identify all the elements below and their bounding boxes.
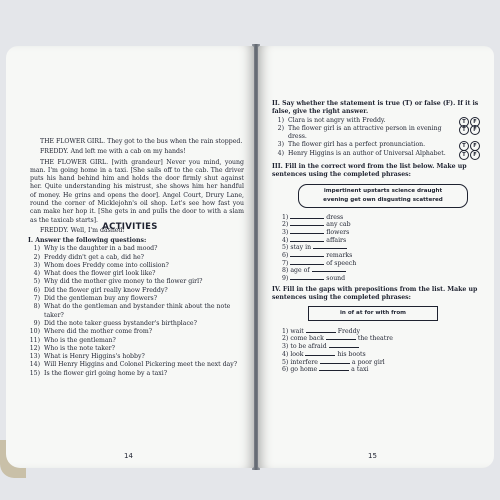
question-text: Did the flower girl really know Freddy? xyxy=(44,286,168,294)
preposition-item xyxy=(282,357,482,365)
blank-line[interactable] xyxy=(290,235,324,242)
blank-line[interactable] xyxy=(313,242,347,249)
fill-item xyxy=(282,273,482,281)
item-before: wait xyxy=(290,327,304,335)
item-before: go home xyxy=(290,366,318,374)
right-content xyxy=(272,100,482,372)
question-number: 9) xyxy=(33,319,40,327)
question-text: What does the flower girl look like? xyxy=(44,270,156,278)
question-number: 13) xyxy=(29,353,40,361)
false-option[interactable]: F xyxy=(470,117,480,127)
question-text: Whom does Freddy come into collision? xyxy=(44,261,169,269)
question-text: Did the note taker guess bystander's birthplace? xyxy=(44,319,197,327)
item-number: 9) xyxy=(282,275,289,283)
question-item xyxy=(28,345,240,353)
blank-line[interactable] xyxy=(320,357,350,364)
statement-item xyxy=(272,150,482,158)
true-option[interactable]: T xyxy=(459,125,469,135)
question-number: 7) xyxy=(33,295,40,303)
blank-line[interactable] xyxy=(290,273,324,280)
question-number: 4) xyxy=(33,270,40,278)
fill-list xyxy=(282,212,482,281)
question-text: Who is the gentleman? xyxy=(44,336,116,344)
preposition-item xyxy=(282,349,482,357)
item-before: age of xyxy=(290,267,310,275)
blank-line[interactable] xyxy=(290,250,324,257)
fill-item xyxy=(282,212,482,220)
fill-item xyxy=(282,219,482,227)
question-number: 10) xyxy=(29,328,40,336)
true-option[interactable]: T xyxy=(459,117,469,127)
statement-text: Clara is not angry with Freddy. xyxy=(288,116,386,124)
section2-title: II. Say whether the statement is true (T) or false (F). If it is false, give the right answer. xyxy=(272,100,479,116)
item-after: any cab xyxy=(326,221,351,229)
question-item xyxy=(28,303,240,320)
item-number: 7) xyxy=(282,259,289,267)
blank-line[interactable] xyxy=(290,219,324,226)
question-number: 2) xyxy=(33,253,40,261)
question-item xyxy=(28,278,240,286)
item-after: of speech xyxy=(326,259,357,267)
fill-item xyxy=(282,250,482,258)
item-number: 3) xyxy=(282,229,289,237)
statement-item xyxy=(272,117,482,125)
false-option[interactable]: F xyxy=(470,125,480,135)
true-option[interactable]: T xyxy=(459,150,469,160)
question-text: Why is the daughter in a bad mood? xyxy=(44,245,158,253)
item-after: dress xyxy=(326,213,344,221)
fill-item xyxy=(282,258,482,266)
section3-title: III. Fill in the correct word from the list below. Make up sentences using the completed phrases: xyxy=(272,163,467,179)
fill-item xyxy=(282,227,482,235)
section-title xyxy=(272,100,482,117)
dialogue-line: THE FLOWER GIRL. [with grandeur] Never you mind, young man. I'm going home in a taxi. [She sails off to the cab. The driver puts his hand behind him and holds the door firmly shut against her. Quite understanding his mistrust, she shows him her handful of money. He grins and opens the door]. Angel Court, Drury Lane, round the corner of Micklejohn's oil shop. Let's see how fast you can make her hop it. [She gets in and pulls the door to with a slam as the taxicab starts]. xyxy=(30,158,244,224)
item-before: come back xyxy=(290,335,324,343)
item-after: the theatre xyxy=(357,335,393,343)
item-after: sound xyxy=(326,275,346,283)
blank-line[interactable] xyxy=(290,212,324,219)
blank-line[interactable] xyxy=(290,227,324,234)
word-cloud-line: evening get own disgusting scattered xyxy=(323,196,443,203)
blank-line[interactable] xyxy=(326,333,356,340)
fill-item xyxy=(282,265,482,273)
question-text: Where did the mother come from? xyxy=(44,328,153,336)
preposition-item xyxy=(282,326,482,334)
question-number: 5) xyxy=(33,278,40,286)
item-number: 1) xyxy=(282,327,289,335)
preposition-item xyxy=(282,333,482,341)
question-item xyxy=(28,270,240,278)
item-number: 2) xyxy=(282,221,289,229)
item-after: a taxi xyxy=(351,366,369,374)
statement-item xyxy=(272,125,482,142)
question-item xyxy=(28,361,240,369)
question-item xyxy=(28,295,240,303)
page-number: 14 xyxy=(124,452,133,460)
question-text: Will Henry Higgins and Colonel Pickering meet the next day? xyxy=(44,361,238,369)
item-number: 5) xyxy=(282,244,289,252)
item-after: Freddy xyxy=(337,327,361,335)
question-number: 15) xyxy=(29,369,40,377)
question-item xyxy=(28,287,240,295)
item-before: stay in xyxy=(290,244,312,252)
item-number: 3) xyxy=(282,343,289,351)
false-option[interactable]: F xyxy=(470,141,480,151)
preposition-box: in of at for with from xyxy=(308,306,438,320)
item-number: 8) xyxy=(282,267,289,275)
question-item xyxy=(28,337,240,345)
true-false-options xyxy=(458,125,480,135)
question-number: 14) xyxy=(29,361,40,369)
question-number: 3) xyxy=(33,261,40,269)
item-number: 2) xyxy=(282,335,289,343)
question-item xyxy=(28,353,240,361)
statement-text: The flower girl has a perfect pronunciation. xyxy=(288,141,426,149)
item-number: 1) xyxy=(282,213,289,221)
question-text: What is Henry Higgins's hobby? xyxy=(44,353,145,361)
dialogue-line: FREDDY. Well, I'm dashed! xyxy=(40,226,125,234)
question-text: What do the gentleman and bystander think about the note taker? xyxy=(44,303,231,319)
true-false-options xyxy=(458,150,480,160)
questions-section xyxy=(28,237,240,378)
section4-title: IV. Fill in the gaps with prepositions from the list. Make up sentences using the completed phrases: xyxy=(272,285,478,302)
question-item xyxy=(28,370,240,378)
dialogue-line: FREDDY. And left me with a cab on my hands! xyxy=(40,148,186,156)
question-number: 12) xyxy=(29,344,40,352)
section-title: I. Answer the following questions: xyxy=(28,237,147,244)
item-number: 4) xyxy=(282,236,289,244)
statement-number: 2) xyxy=(277,124,284,132)
statement-text: Henry Higgins is an author of Universal Alphabet. xyxy=(288,149,446,157)
item-before: interfere xyxy=(290,358,318,366)
question-number: 6) xyxy=(33,286,40,294)
item-after: flowers xyxy=(326,229,350,237)
page-number: 15 xyxy=(368,452,377,460)
question-text: Why did the mother give money to the flower girl? xyxy=(44,278,203,286)
blank-line[interactable] xyxy=(319,364,349,371)
statement-number: 3) xyxy=(277,141,284,149)
activities-heading: ACTIVITIES xyxy=(102,222,158,232)
question-item xyxy=(28,245,240,253)
blank-line[interactable] xyxy=(306,326,336,333)
question-text: Did the gentleman buy any flowers? xyxy=(44,295,158,303)
fill-item xyxy=(282,242,482,250)
question-item xyxy=(28,254,240,262)
word-cloud xyxy=(298,184,468,208)
item-number: 6) xyxy=(282,252,289,260)
statement-number: 4) xyxy=(277,149,284,157)
statement-list xyxy=(272,117,482,158)
item-number: 4) xyxy=(282,350,289,358)
question-item xyxy=(28,328,240,336)
item-after: a poor girl xyxy=(351,358,385,366)
statement-text: The flower girl is an attractive person in evening dress. xyxy=(288,124,442,141)
item-after: his boots xyxy=(337,350,366,358)
question-item xyxy=(28,262,240,270)
dialogue-line: THE FLOWER GIRL. They got to the bus when the rain stopped. xyxy=(40,138,243,145)
question-number: 1) xyxy=(33,245,40,253)
item-before: to be afraid xyxy=(290,343,327,351)
statement-number: 1) xyxy=(277,116,284,124)
question-number: 8) xyxy=(33,303,40,311)
fill-item xyxy=(282,235,482,243)
item-after: affairs xyxy=(326,236,347,244)
item-number: 5) xyxy=(282,358,289,366)
item-after: remarks xyxy=(326,252,353,260)
blank-line[interactable] xyxy=(312,265,346,272)
word-cloud-line: impertinent upstarts science draught xyxy=(323,187,443,194)
false-option[interactable]: F xyxy=(470,150,480,160)
item-number: 6) xyxy=(282,366,289,374)
true-option[interactable]: T xyxy=(459,141,469,151)
question-text: Freddy didn't get a cab, did he? xyxy=(44,253,144,261)
blank-line[interactable] xyxy=(290,258,324,265)
question-list xyxy=(28,245,240,378)
preposition-list xyxy=(282,326,482,372)
blank-line[interactable] xyxy=(329,341,359,348)
question-number: 11) xyxy=(29,336,40,344)
question-text: Who is the note taker? xyxy=(44,344,115,352)
question-text: Is the flower girl going home by a taxi? xyxy=(44,369,168,377)
question-item xyxy=(28,320,240,328)
item-before: look xyxy=(290,350,304,358)
blank-line[interactable] xyxy=(305,349,335,356)
statement-item xyxy=(272,141,482,149)
